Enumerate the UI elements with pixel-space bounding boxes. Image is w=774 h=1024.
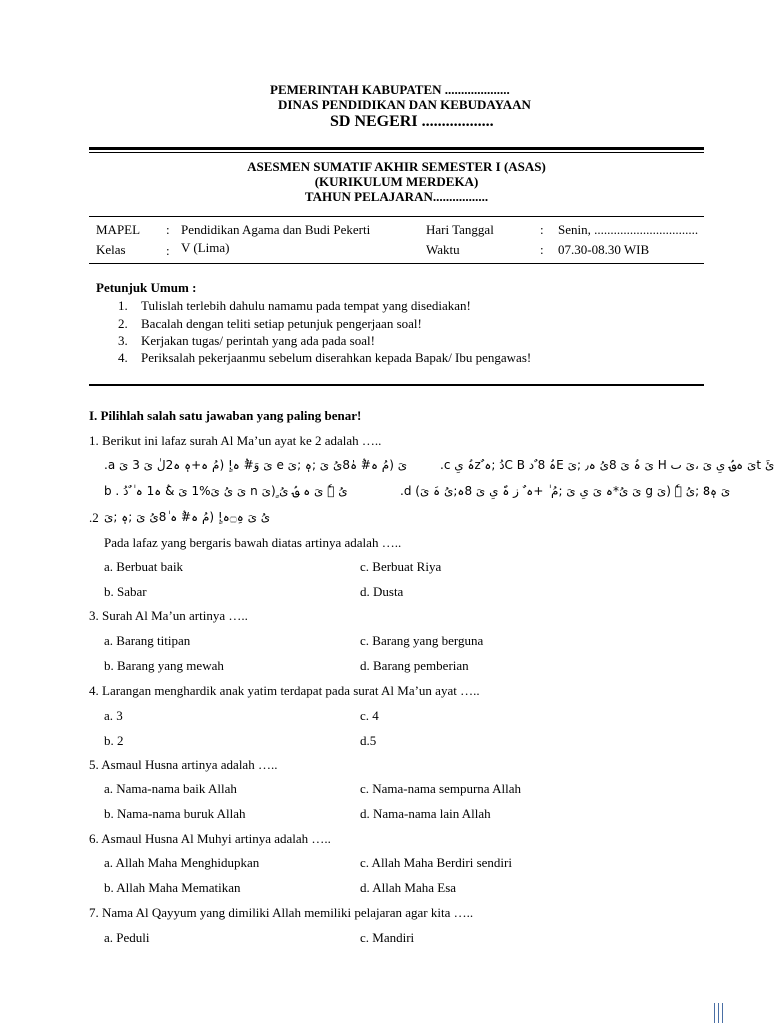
q1-option-a: .a ىَ وَ#ُ ہ!ٍ (مُ ہ+ہٖ ہ2لٰ ىَ 3 ىَ e ىَ (مُ ہ#ُ ہٰ8ىُ ىَ ;ہٖ ;ىَ xyxy=(104,458,408,472)
kelas-colon: : xyxy=(166,243,170,258)
q2-number: .2 xyxy=(89,510,99,525)
info-top-border xyxy=(89,216,704,217)
q3-option-d: d. Barang pemberian xyxy=(360,658,469,673)
q6-option-c: c. Allah Maha Berdiri sendiri xyxy=(360,855,512,870)
q3-option-b: b. Barang yang mewah xyxy=(104,658,224,673)
section-title: I. Pilihlah salah satu jawaban yang paling benar! xyxy=(89,408,362,423)
q2-text: Pada lafaz yang bergaris bawah diatas artinya adalah ….. xyxy=(104,535,402,550)
q7-option-a: a. Peduli xyxy=(104,930,150,945)
q6-option-d: d. Allah Maha Esa xyxy=(360,880,457,895)
q6-option-b: b. Allah Maha Mematikan xyxy=(104,880,241,895)
petunjuk-divider xyxy=(89,384,704,386)
q5-option-d: d. Nama-nama lain Allah xyxy=(360,806,491,821)
info-bottom-border xyxy=(89,263,704,264)
mapel-label: MAPEL xyxy=(96,222,141,237)
exam-curriculum: (KURIKULUM MERDEKA) xyxy=(314,174,479,189)
q5-text: 5. Asmaul Husna artinya adalah ….. xyxy=(89,757,278,772)
waktu-value: 07.30-08.30 WIB xyxy=(558,242,650,257)
petunjuk-item-4: Periksalah pekerjaanmu sebelum diserahkan kepada Bapak/ Ibu pengawas! xyxy=(141,350,532,365)
header-government: PEMERINTAH KABUPATEN .................... xyxy=(270,82,510,97)
hari-colon: : xyxy=(540,222,544,237)
q3-option-a: a. Barang titipan xyxy=(104,633,191,648)
q4-option-b: b. 2 xyxy=(104,733,124,748)
mapel-value: Pendidikan Agama dan Budi Pekerti xyxy=(181,222,371,237)
header-divider-thick xyxy=(89,147,704,150)
q5-option-c: c. Nama-nama sempurna Allah xyxy=(360,781,521,796)
waktu-colon: : xyxy=(540,242,544,257)
q4-text: 4. Larangan menghardik anak yatim terdapat pada surat Al Ma’un ayat ….. xyxy=(89,683,480,698)
q1-text: 1. Berikut ini lafaz surah Al Ma’un ayat ke 2 adalah ….. xyxy=(89,433,382,448)
q7-text: 7. Nama Al Qayyum yang dimiliki Allah memiliki pelajaran agar kita ….. xyxy=(89,905,474,920)
exam-title: ASESMEN SUMATIF AKHIR SEMESTER I (ASAS) xyxy=(247,159,546,174)
q2-option-c: c. Berbuat Riya xyxy=(360,559,442,574)
mapel-colon: : xyxy=(166,222,170,237)
petunjuk-item-3: Kerjakan tugas/ perintah yang ada pada soal! xyxy=(141,333,375,348)
q4-option-d: d.5 xyxy=(360,733,377,748)
petunjuk-item-1: Tulislah terlebih dahulu namamu pada tempat yang disediakan! xyxy=(141,298,471,313)
q3-text: 3. Surah Al Ma’un artinya ….. xyxy=(89,608,248,623)
petunjuk-item-2: Bacalah dengan teliti setiap petunjuk pengerjaan soal! xyxy=(141,316,422,331)
q6-option-a: a. Allah Maha Menghidupkan xyxy=(104,855,260,870)
q4-option-a: a. 3 xyxy=(104,708,123,723)
petunjuk-num-4: 4. xyxy=(118,350,128,365)
header-department: DINAS PENDIDIKAN DAN KEBUDAYAAN xyxy=(278,97,531,112)
q4-option-c: c. 4 xyxy=(360,708,379,723)
petunjuk-title: Petunjuk Umum : xyxy=(96,280,197,295)
kelas-value: V (Lima) xyxy=(181,240,230,255)
q1-option-c: .c ہُ ىِz ٌدُ ;ہC B ہُ 8 ٌدE ىَ ہُ ىَ 8ىُ ہ٫ ;ىَ H ىَ ہ؈ُ ىِ ىَ ،ىَ ٮt ئَ xyxy=(440,458,774,472)
kelas-label: Kelas xyxy=(96,242,126,257)
petunjuk-num-2: 2. xyxy=(118,316,128,331)
q5-option-b: b. Nama-nama buruk Allah xyxy=(104,806,246,821)
q6-text: 6. Asmaul Husna Al Muhyi artinya adalah ….. xyxy=(89,831,331,846)
waktu-label: Waktu xyxy=(426,242,460,257)
hari-label: Hari Tanggal xyxy=(426,222,494,237)
q2-option-a: a. Berbuat baik xyxy=(104,559,184,574)
header-school: SD NEGERI .................. xyxy=(330,113,494,130)
q3-option-c: c. Barang yang berguna xyxy=(360,633,484,648)
q1-option-d: .d (ىَ ىُ*ہ ىَ ىِ ىَ ;مُ ٰ +ہ ٌ ز ہٌ ىِ ىَ 8ہ;ىُ ہَ ىَ g ىَ ہ8ٖ ;ىُ ٖٗ (ىَ xyxy=(400,484,731,498)
q2-option-b: b. Sabar xyxy=(104,584,147,599)
header-divider-thin xyxy=(89,152,704,153)
petunjuk-num-1: 1. xyxy=(118,298,128,313)
exam-year: TAHUN PELAJARAN................. xyxy=(304,189,489,204)
q2-option-d: d. Dusta xyxy=(360,584,404,599)
q7-option-c: c. Mandiri xyxy=(360,930,415,945)
q5-option-a: a. Nama-nama baik Allah xyxy=(104,781,237,796)
page-edge-marker xyxy=(714,1003,724,1023)
hari-value: Senin, ................................ xyxy=(558,222,699,237)
q1-option-b: b . ىَ ىُ ىَ%1 ىَ &ُ ہ1 ہ ٰ ٌدُ n ىُ ٖٗ ىَ ہ ؈ُ ىُ ٍ(ىَ xyxy=(104,484,348,498)
q2-arabic: ىُ ىَ ہِ۝ہ!ٍ (مُ ہ#ُ ہ ٰ8ىُ ىَ ;ہٖ ;ىَ xyxy=(104,510,271,524)
petunjuk-num-3: 3. xyxy=(118,333,128,348)
